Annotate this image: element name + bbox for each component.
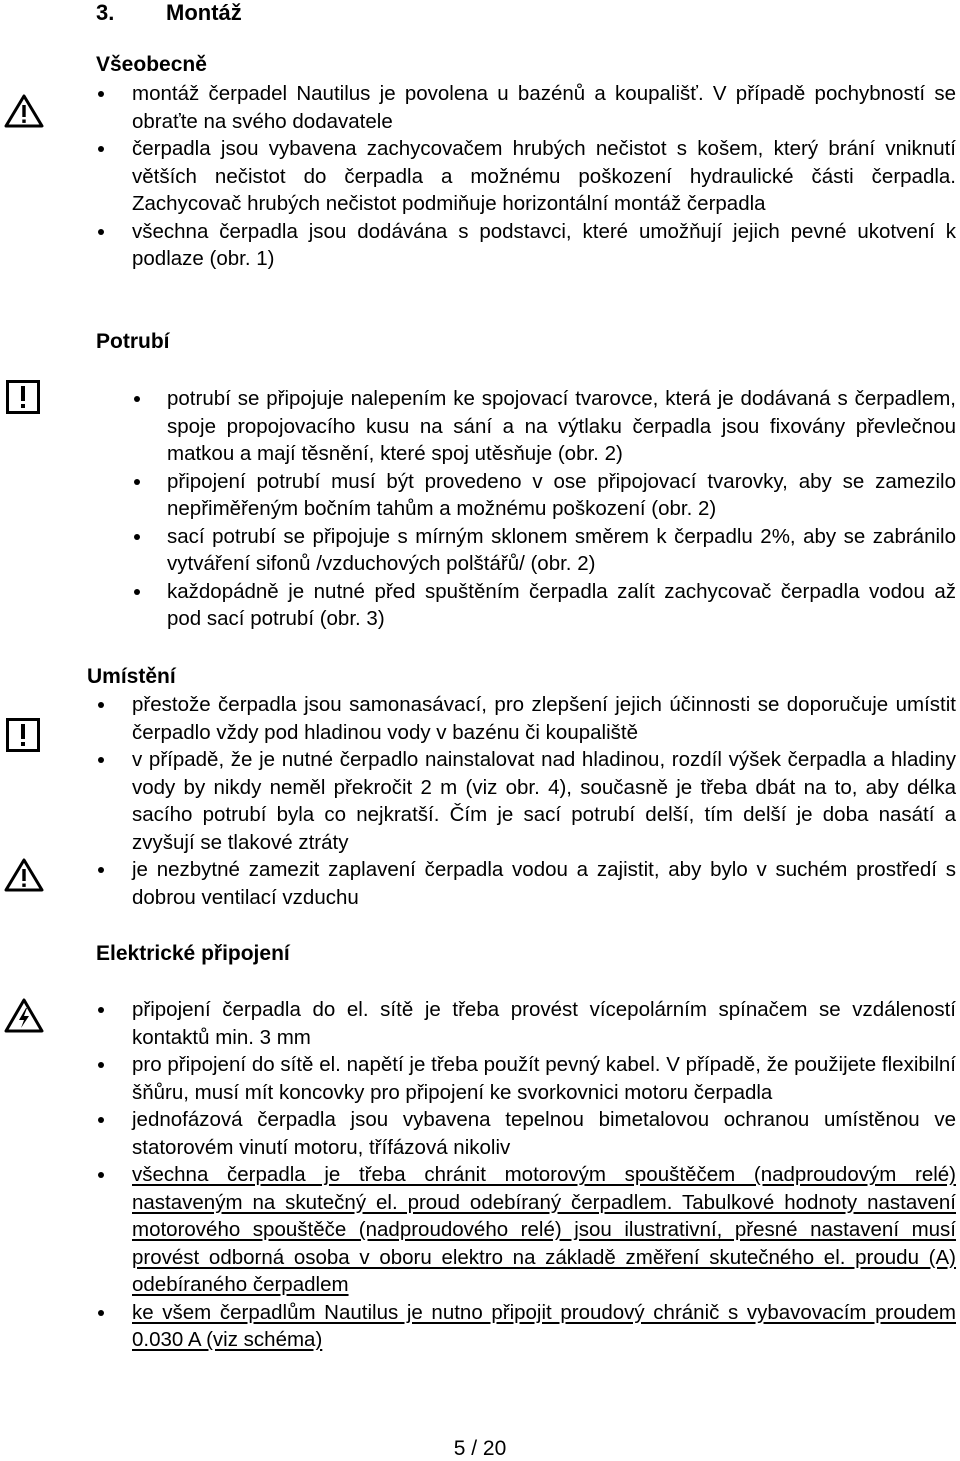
list-item: je nezbytné zamezit zaplavení čerpadla vodou a zajistit, aby bylo v suchém prostředí s dobrou ventilací vzduchu [132, 856, 956, 911]
piping-list [167, 385, 956, 633]
electrical-list [132, 996, 956, 1354]
section-number: 3. [96, 0, 115, 25]
exclamation-box-icon [6, 718, 40, 752]
list-item: přestože čerpadla jsou samonasávací, pro zlepšení jejich účinnosti se doporučuje umístit čerpadlo vždy pod hladinou vody v bazénu či koupaliště [132, 691, 956, 746]
list-item: sací potrubí se připojuje s mírným sklonem směrem k čerpadlu 2%, aby se zabránilo vytváření sifonů /vzduchových polštářů/ (obr. 2) [167, 523, 956, 578]
list-item: ke všem čerpadlům Nautilus je nutno připojit proudový chránič s vybavovacím proudem 0.030 A (viz schéma) [132, 1299, 956, 1354]
list-item: v případě, že je nutné čerpadlo nainstalovat nad hladinou, rozdíl výšek čerpadla a hladiny vody by nikdy neměl překročit 2 m (viz obr. 4), současně je třeba dbát na to, aby délka sacího potrubí byla co nejkratší. Čím je sací potrubí delší, tím delší je doba nasátí a zvyšují se tlakové ztráty [132, 746, 956, 856]
general-heading: Všeobecně [96, 53, 207, 76]
piping-heading: Potrubí [96, 330, 170, 353]
list-item: připojení čerpadla do el. sítě je třeba provést vícepolárním spínačem se vzdáleností kontaktů min. 3 mm [132, 996, 956, 1051]
section-title-text: Montáž [166, 0, 242, 25]
placement-heading: Umístění [87, 665, 176, 688]
electric-hazard-icon [4, 998, 44, 1034]
list-item: všechna čerpadla jsou dodávána s podstavci, které umožňují jejich pevné ukotvení k podlaze (obr. 1) [132, 218, 956, 273]
list-item: potrubí se připojuje nalepením ke spojovací tvarovce, která je dodávaná s čerpadlem, spoje propojovacího kusu na sání a na výtlaku čerpadla jsou fixovány převlečnou matkou a mají těsnění, které spoj utěsňuje (obr. 2) [167, 385, 956, 468]
warning-triangle-icon [4, 858, 44, 892]
page-number: 5 / 20 [453, 1437, 507, 1460]
warning-triangle-icon [4, 94, 44, 128]
list-item: jednofázová čerpadla jsou vybavena tepelnou bimetalovou ochranou umístěnou ve statorovém vinutí motoru, třífázová nikoliv [132, 1106, 956, 1161]
list-item: čerpadla jsou vybavena zachycovačem hrubých nečistot s košem, který brání vniknutí větších nečistot do čerpadla a možnému poškození hydraulické části čerpadla. Zachycovač hrubých nečistot podmiňuje horizontální montáž čerpadla [132, 135, 956, 218]
general-list [132, 80, 956, 273]
electrical-heading: Elektrické připojení [96, 942, 290, 965]
list-item: pro připojení do sítě el. napětí je třeba použít pevný kabel. V případě, že použijete flexibilní šňůru, musí mít koncovky pro připojení ke svorkovnici motoru čerpadla [132, 1051, 956, 1106]
list-item: všechna čerpadla je třeba chránit motorovým spouštěčem (nadproudovým relé) nastaveným na skutečný el. proud odebíraný čerpadlem. Tabulkové hodnoty nastavení motorového spouštěče (nadproudového relé) jsou ilustrativní, přesné nastavení musí provést odborná osoba v oboru elektro na základě změření skutečného el. proudu (A) odebíraného čerpadlem [132, 1161, 956, 1299]
list-item: připojení potrubí musí být provedeno v ose připojovací tvarovky, aby se zamezilo nepřiměřeným bočním tahům a možnému poškození (obr. 2) [167, 468, 956, 523]
exclamation-box-icon [6, 380, 40, 414]
list-item: každopádně je nutné před spuštěním čerpadla zalít zachycovač čerpadla vodou až pod sací potrubí (obr. 3) [167, 578, 956, 633]
section-title [96, 0, 242, 26]
list-item: montáž čerpadel Nautilus je povolena u bazénů a koupališť. V případě pochybností se obraťte na svého dodavatele [132, 80, 956, 135]
placement-list [132, 691, 956, 911]
